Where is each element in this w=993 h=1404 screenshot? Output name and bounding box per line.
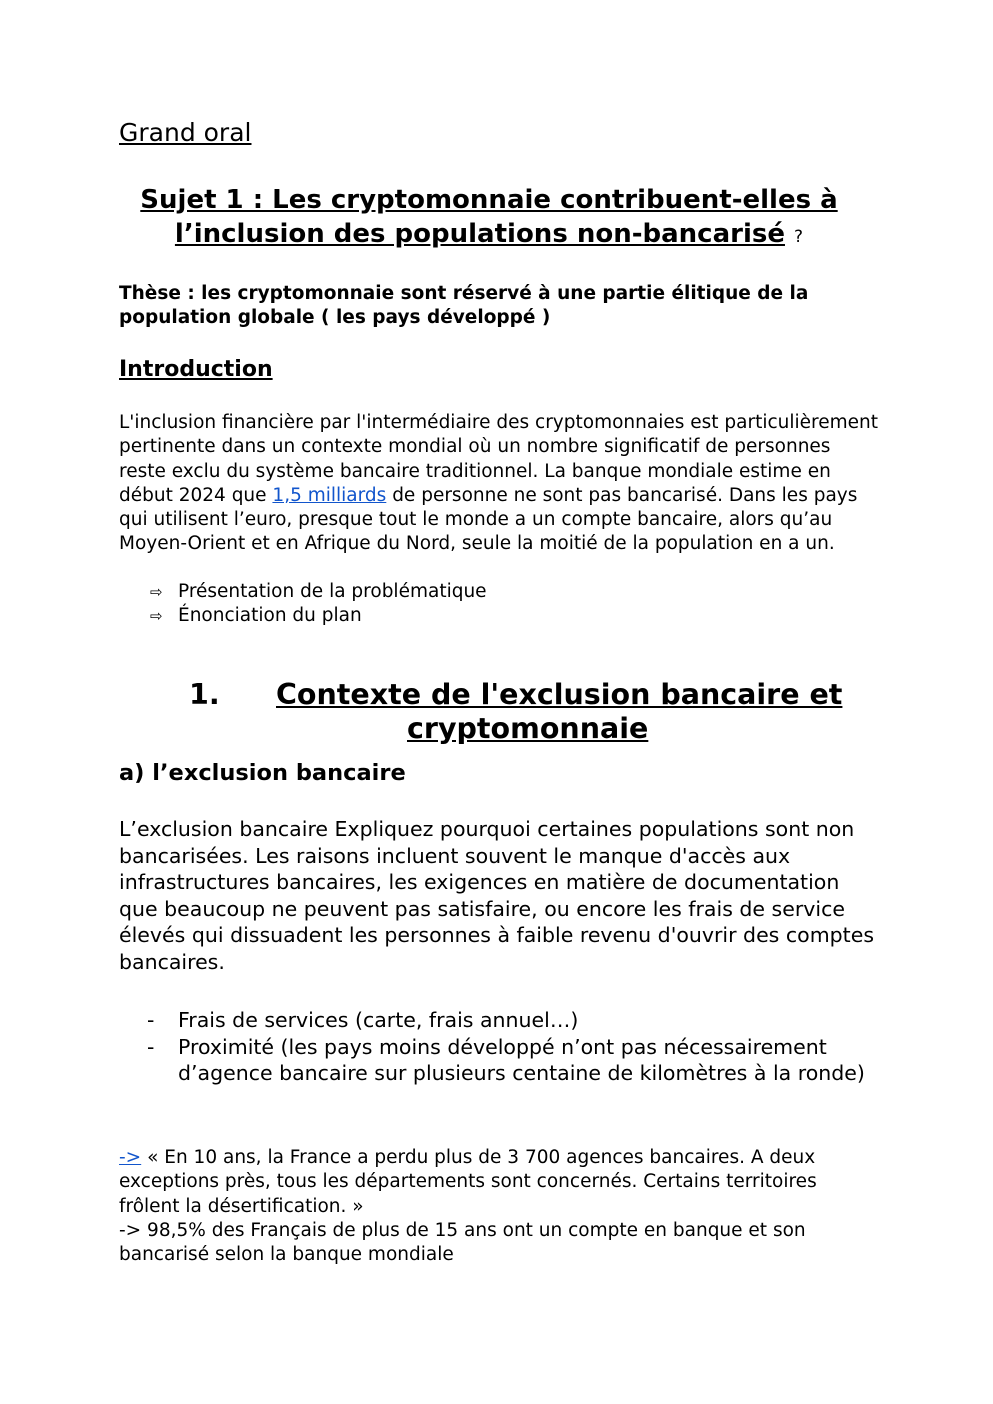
quote-text: « En 10 ans, la France a perdu plus de 3 700 agences bancaires. A deux exceptions près, tous les départements sont concernés. Certains territoires frôlent la désertification. » — [119, 1147, 817, 1217]
statistic-paragraph: -> 98,5% des Français de plus de 15 ans ont un compte en banque et son bancarisé selon la banque mondiale — [119, 1220, 806, 1266]
quote-paragraph — [119, 1146, 879, 1219]
dash-bullet: - — [147, 1034, 155, 1059]
list-item-text: Énonciation du plan — [178, 605, 362, 627]
list-item — [119, 580, 487, 604]
list-item — [119, 604, 487, 628]
subject-title-text: Sujet 1 : Les cryptomonnaie contribuent-elles à l’inclusion des populations non-bancarisé — [140, 185, 838, 249]
quote-source-link[interactable]: -> — [119, 1147, 142, 1168]
subject-title — [109, 183, 869, 254]
section-number: 1. — [189, 678, 220, 711]
introduction-paragraph — [119, 411, 879, 557]
intro-text-start: L'inclusion financière par l'intermédiaire des cryptomonnaies est particulièrement pertinente dans un contexte mondial où un nombre significatif de personnes reste exclu du système bancaire traditionnel. La banque mondiale estime en début 2024 que — [119, 412, 878, 506]
list-item-text: Proximité (les pays moins développé n’ont pas nécessairement d’agence bancaire sur plusieurs centaine de kilomètres à la ronde) — [178, 1034, 865, 1085]
thesis-statement: Thèse : les cryptomonnaie sont réservé à une partie élitique de la population globale ( les pays développé ) — [119, 283, 809, 328]
introduction-heading: Introduction — [119, 357, 273, 382]
introduction-plan-list — [119, 580, 487, 629]
document-label: Grand oral — [119, 118, 252, 147]
arrow-bullet-icon: ⇨ — [150, 607, 163, 626]
list-item-text: Présentation de la problématique — [178, 581, 487, 602]
intro-text-end: de personne ne sont pas bancarisé. Dans les pays qui utilisent l’euro, presque tout le monde a un compte bancaire, alors qu’au Moyen-Orient et en Afrique du Nord, seule la moitié de la population en a un. — [119, 484, 858, 555]
arrow-bullet-icon: ⇨ — [150, 583, 163, 601]
list-item — [119, 1007, 878, 1034]
list-item-text: Frais de services (carte, frais annuel…) — [178, 1008, 579, 1032]
section-title-line-2: cryptomonnaie — [407, 712, 649, 745]
section-title-line-1: Contexte de l'exclusion bancaire et — [276, 678, 843, 711]
statistics-link[interactable]: 1,5 milliards — [272, 484, 387, 506]
dash-bullet: - — [147, 1008, 155, 1032]
exclusion-reasons-list — [119, 1007, 878, 1087]
subject-question-mark: ? — [794, 227, 804, 247]
exclusion-paragraph: L’exclusion bancaire Expliquez pourquoi certaines populations sont non bancarisées. Les raisons incluent souvent le manque d'accès aux infrastructures bancaires, les exigences en matière de documentation que beaucoup ne peuvent pas satisfaire, ou encore les frais de service élevés qui dissuadent les personnes à faible revenu d'ouvrir des comptes bancaires. — [119, 817, 875, 974]
subsection-heading: a) l’exclusion bancaire — [119, 760, 406, 786]
list-item — [119, 1034, 878, 1087]
